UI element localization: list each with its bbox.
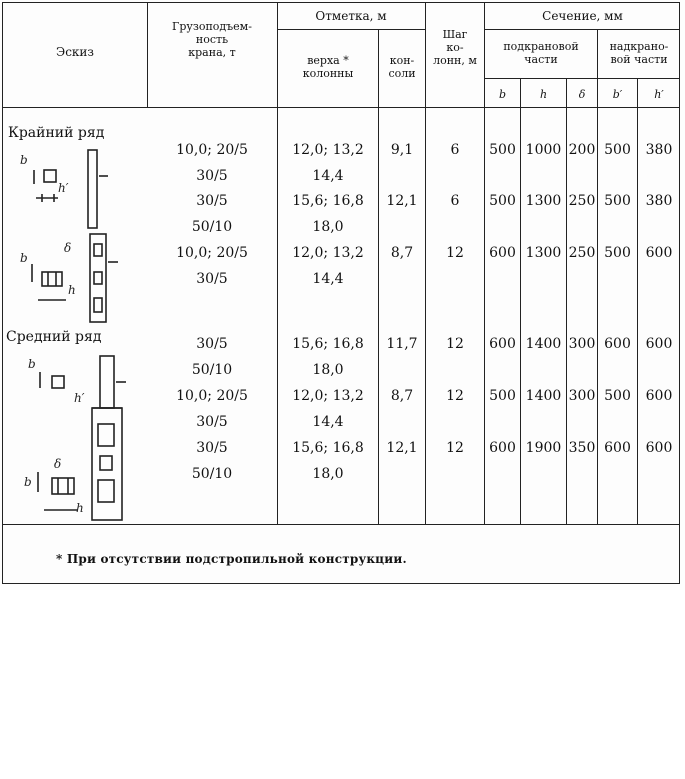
table-cell-h: 1000: [525, 142, 562, 158]
header-sechenie: Сечение, мм: [542, 9, 623, 23]
sketch-label-delta: δ: [64, 241, 72, 255]
table-cell-cons: 11,7: [386, 336, 418, 352]
table-cell-d: 250: [568, 245, 596, 261]
table-cell-b: 500: [489, 193, 516, 209]
footnote: * При отсутствии подстропильной конструкции.: [56, 552, 407, 566]
sketch-label-h-prime: h′: [74, 391, 85, 405]
table-cell-b: 500: [489, 388, 516, 404]
table-cell-d: 300: [568, 336, 596, 352]
table-cell-cap: 30/5: [196, 168, 228, 184]
table-cell-h2: 600: [645, 440, 673, 456]
header-capacity: [148, 20, 276, 59]
table-cell-b: 600: [489, 336, 516, 352]
table-cell-cap: 10,0; 20/5: [176, 142, 248, 158]
sketch-label-h: h: [76, 501, 84, 515]
table-cell-top: 12,0; 13,2: [292, 388, 364, 404]
table-cell-h2: 380: [645, 193, 673, 209]
sketch-label-delta: δ: [54, 457, 62, 471]
table-cell-cap: 50/10: [191, 466, 233, 482]
table-cell-cap: 30/5: [196, 440, 228, 456]
sketch-label-b: b: [20, 251, 28, 265]
middle-column-sketch: [14, 352, 138, 524]
table-cell-step: 12: [446, 336, 464, 352]
table-cell-h2: 600: [645, 245, 673, 261]
header-h: h: [539, 88, 548, 101]
header-konsoli-text: кон- соли: [388, 54, 416, 80]
header-otmetka: Отметка, м: [315, 9, 387, 23]
header-h-prime: h′: [654, 88, 664, 101]
table-cell-step: 6: [450, 193, 460, 209]
table-cell-d: 200: [568, 142, 596, 158]
header-nadkranovoy-text: надкрано- вой части: [609, 40, 669, 66]
sketch-label-b: b: [20, 153, 28, 167]
header-konsoli: [379, 54, 425, 80]
header-capacity-text: Грузоподъем- ность крана, т: [172, 20, 252, 59]
table-cell-b2: 500: [604, 245, 631, 261]
table-cell-b2: 500: [604, 388, 631, 404]
sketch-label-h: h: [68, 283, 76, 297]
header-shag-text: Шаг ко- лонн, м: [433, 28, 477, 67]
table-cell-step: 12: [446, 440, 464, 456]
table-cell-cap: 30/5: [196, 193, 228, 209]
table-cell-cons: 8,7: [390, 245, 414, 261]
header-podkranovoy-text: подкрановой части: [503, 40, 579, 66]
grid-line: [484, 29, 680, 30]
table-cell-top: 15,6; 16,8: [292, 336, 364, 352]
table-cell-b2: 500: [604, 193, 631, 209]
edge-column-sketch-upper: [18, 148, 138, 232]
table-cell-cap: 10,0; 20/5: [176, 388, 248, 404]
header-verha: [278, 54, 378, 80]
edge-column-sketch-lower: [18, 232, 138, 326]
table-cell-h: 1400: [525, 336, 562, 352]
grid-line: [484, 78, 680, 79]
table-cell-d: 300: [568, 388, 596, 404]
grid-line: [277, 29, 425, 30]
table-cell-cons: 9,1: [390, 142, 414, 158]
group-label-middle: Средний ряд: [6, 329, 102, 345]
table-cell-top: 15,6; 16,8: [292, 440, 364, 456]
sketch-label-b: b: [24, 475, 32, 489]
table-cell-cons: 8,7: [390, 388, 414, 404]
table-cell-top: 14,4: [312, 414, 344, 430]
table-cell-top: 18,0: [312, 362, 344, 378]
header-verha-text: верха * колонны: [302, 54, 354, 80]
sketch-label-h-prime: h′: [58, 181, 69, 195]
table-cell-b: 600: [489, 440, 516, 456]
table-cell-h2: 600: [645, 336, 673, 352]
table-cell-h: 1300: [525, 245, 562, 261]
header-b-prime: b′: [612, 88, 623, 101]
table-cell-cap: 30/5: [196, 414, 228, 430]
table-cell-b: 500: [489, 142, 516, 158]
header-shag: [426, 28, 484, 67]
table-cell-d: 350: [568, 440, 596, 456]
table-cell-h: 1400: [525, 388, 562, 404]
table-cell-cons: 12,1: [386, 440, 418, 456]
table-cell-top: 18,0: [312, 219, 344, 235]
table-cell-top: 14,4: [312, 168, 344, 184]
table-cell-step: 12: [446, 245, 464, 261]
table-cell-top: 14,4: [312, 271, 344, 287]
table-cell-cap: 10,0; 20/5: [176, 245, 248, 261]
header-podkranovoy: [485, 40, 597, 66]
table-cell-cap: 30/5: [196, 271, 228, 287]
grid-line: [2, 524, 680, 525]
group-label-edge: Крайний ряд: [8, 125, 105, 141]
table-cell-step: 12: [446, 388, 464, 404]
table-cell-b: 600: [489, 245, 516, 261]
table-cell-top: 12,0; 13,2: [292, 142, 364, 158]
table-cell-cons: 12,1: [386, 193, 418, 209]
table-cell-h: 1900: [525, 440, 562, 456]
grid-line: [2, 107, 680, 108]
table-cell-cap: 30/5: [196, 336, 228, 352]
table-cell-cap: 50/10: [191, 362, 233, 378]
table-cell-h2: 600: [645, 388, 673, 404]
sketch-label-b: b: [28, 357, 36, 371]
table-cell-top: 12,0; 13,2: [292, 245, 364, 261]
header-delta: δ: [578, 88, 586, 101]
table-cell-cap: 50/10: [191, 219, 233, 235]
table-cell-b2: 600: [604, 336, 631, 352]
table-cell-h2: 380: [645, 142, 673, 158]
table-cell-top: 18,0: [312, 466, 344, 482]
table-cell-top: 15,6; 16,8: [292, 193, 364, 209]
table-cell-step: 6: [450, 142, 460, 158]
header-nadkranovoy: [598, 40, 680, 66]
table-cell-b2: 500: [604, 142, 631, 158]
header-eskiz: Эскиз: [56, 45, 94, 59]
header-b: b: [498, 88, 507, 101]
table-cell-d: 250: [568, 193, 596, 209]
table-cell-b2: 600: [604, 440, 631, 456]
table-cell-h: 1300: [525, 193, 562, 209]
